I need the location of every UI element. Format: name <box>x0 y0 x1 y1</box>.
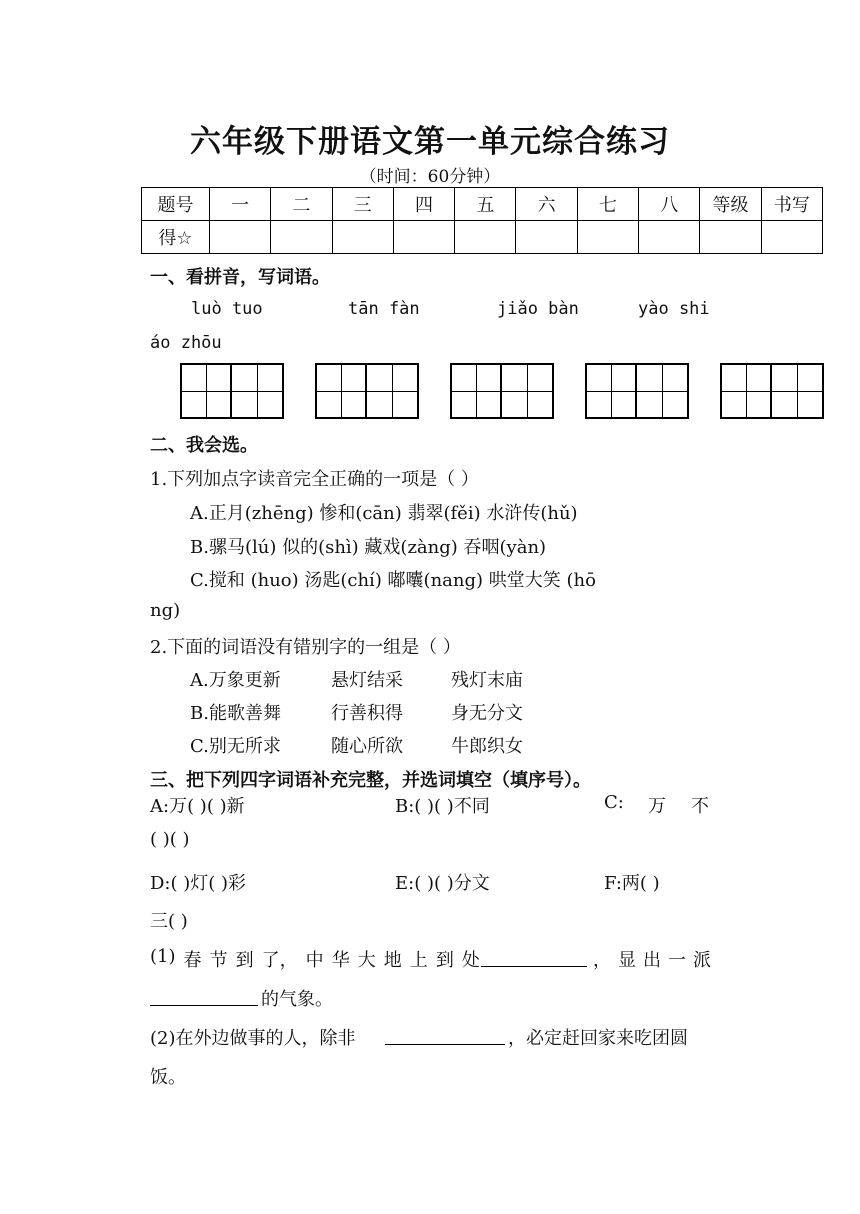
q1-option-a: A.正月(zhēng) 惨和(cān) 翡翠(fěi) 水浒传(hǔ) <box>190 503 578 524</box>
idiom-e: E:( )( )分文 <box>395 873 490 894</box>
q2-option-a-1: A.万象更新 <box>190 670 281 691</box>
idiom-b: B:( )( )不同 <box>395 796 490 817</box>
pinyin-1: luò tuo <box>191 299 263 319</box>
grid-cell[interactable] <box>772 365 822 417</box>
writing-grid[interactable] <box>315 363 419 419</box>
pinyin-3: jiǎo bàn <box>497 299 579 319</box>
idiom-c-label: C: <box>604 792 624 813</box>
grid-cell[interactable] <box>587 365 637 417</box>
grid-cell[interactable] <box>502 365 552 417</box>
pinyin-4: yào shi <box>638 299 710 319</box>
q2-option-c-2: 随心所欲 <box>331 736 403 757</box>
score-input-cell[interactable] <box>455 221 516 254</box>
sentence2-text: (2)在外边做事的人，除非 <box>150 1028 356 1049</box>
q2-option-c-3: 牛郎织女 <box>451 736 523 757</box>
q2-option-b-1: B.能歌善舞 <box>190 703 281 724</box>
section3-heading: 三、把下列四字词语补充完整，并选词填空（填序号）。 <box>150 770 591 791</box>
section2-heading: 二、我会选。 <box>150 435 258 456</box>
q2-option-a-2: 悬灯结采 <box>331 670 403 691</box>
sentence1-char: 处 <box>461 950 480 971</box>
score-header-cell: 六 <box>516 188 577 221</box>
sentence1-char: 出 <box>643 950 661 971</box>
sentence1-char: 春 <box>183 950 202 971</box>
sentence1-char: 显 <box>618 950 636 971</box>
sentence1-text-cont <box>593 946 711 972</box>
time-limit: （时间：60分钟） <box>359 167 501 187</box>
score-header-cell: 三 <box>332 188 393 221</box>
sentence1-char: ， <box>593 950 611 971</box>
sentence1-char: 中 <box>305 950 324 971</box>
score-input-cell[interactable] <box>700 221 761 254</box>
writing-grid[interactable] <box>450 363 554 419</box>
grid-cell[interactable] <box>367 365 417 417</box>
sentence1-char: 到 <box>235 950 254 971</box>
pinyin-5: áo zhōu <box>150 333 222 353</box>
sentence1-char: 华 <box>331 950 350 971</box>
q2-option-a-3: 残灯末庙 <box>451 670 523 691</box>
score-input-cell[interactable] <box>271 221 332 254</box>
q1-option-c-cont: ng) <box>150 600 181 621</box>
score-input-cell[interactable] <box>210 221 271 254</box>
idiom-c-blanks: ( )( ) <box>150 829 190 850</box>
score-row-label: 得☆ <box>142 221 210 254</box>
idiom-c-char2: 不 <box>691 796 709 817</box>
answer-blank[interactable] <box>481 948 587 967</box>
idiom-d: D:( )灯( )彩 <box>150 873 247 894</box>
sentence1-char: 派 <box>693 950 711 971</box>
section1-heading: 一、看拼音，写词语。 <box>150 267 330 288</box>
grid-cell[interactable] <box>317 365 367 417</box>
sentence2-text-cont: ，必定赶回家来吃团圆 <box>508 1028 688 1049</box>
grid-cell[interactable] <box>182 365 232 417</box>
sentence1-text <box>150 946 480 972</box>
writing-grid[interactable] <box>585 363 689 419</box>
writing-grid[interactable] <box>180 363 284 419</box>
idiom-a: A:万( )( )新 <box>150 796 245 817</box>
grid-cell[interactable] <box>637 365 687 417</box>
score-input-cell[interactable] <box>761 221 822 254</box>
score-header-cell: 七 <box>577 188 638 221</box>
sentence1-char: 上 <box>409 950 428 971</box>
score-header-cell: 四 <box>393 188 454 221</box>
score-table-header-row <box>142 188 823 221</box>
sentence1-char: (1) <box>150 946 176 967</box>
idiom-f-cont: 三( ) <box>150 911 188 932</box>
grid-cell[interactable] <box>232 365 282 417</box>
q1-option-c: C.搅和 (huo) 汤匙(chí) 嘟囔(nang) 哄堂大笑 (hō <box>190 570 596 591</box>
score-header-cell: 等级 <box>700 188 761 221</box>
score-header-cell: 二 <box>271 188 332 221</box>
answer-blank[interactable] <box>150 987 258 1006</box>
score-input-cell[interactable] <box>639 221 700 254</box>
score-input-cell[interactable] <box>577 221 638 254</box>
idiom-f: F:两( ) <box>604 873 660 894</box>
sentence1-end: 的气象。 <box>261 989 333 1010</box>
score-input-cell[interactable] <box>393 221 454 254</box>
writing-grid[interactable] <box>720 363 824 419</box>
idiom-c-char1: 万 <box>648 796 666 817</box>
score-table-score-row <box>142 221 823 254</box>
grid-cell[interactable] <box>452 365 502 417</box>
sentence1-char: 到 <box>435 950 454 971</box>
score-header-cell: 书写 <box>761 188 822 221</box>
score-header-cell: 五 <box>455 188 516 221</box>
score-table <box>141 187 823 254</box>
sentence1-char: 一 <box>668 950 686 971</box>
page-title: 六年级下册语文第一单元综合练习 <box>190 124 670 160</box>
score-header-cell: 题号 <box>142 188 210 221</box>
pinyin-2: tān fàn <box>348 299 420 319</box>
sentence1-char: 了， <box>261 950 298 971</box>
grid-cell[interactable] <box>722 365 772 417</box>
sentence2-end: 饭。 <box>150 1067 186 1088</box>
q2-option-b-2: 行善积得 <box>331 703 403 724</box>
q2-option-c-1: C.别无所求 <box>190 736 281 757</box>
sentence1-char: 节 <box>209 950 228 971</box>
q2-option-b-3: 身无分文 <box>451 703 523 724</box>
q1-stem: 1.下列加点字读音完全正确的一项是（ ） <box>150 469 479 490</box>
sentence1-char: 地 <box>383 950 402 971</box>
answer-blank[interactable] <box>385 1026 505 1045</box>
q1-option-b: B.骡马(lú) 似的(shì) 藏戏(zàng) 吞咽(yàn) <box>190 537 547 558</box>
score-input-cell[interactable] <box>516 221 577 254</box>
q2-stem: 2.下面的词语没有错别字的一组是（ ） <box>150 637 461 658</box>
score-header-cell: 八 <box>639 188 700 221</box>
score-header-cell: 一 <box>210 188 271 221</box>
score-input-cell[interactable] <box>332 221 393 254</box>
sentence1-char: 大 <box>357 950 376 971</box>
